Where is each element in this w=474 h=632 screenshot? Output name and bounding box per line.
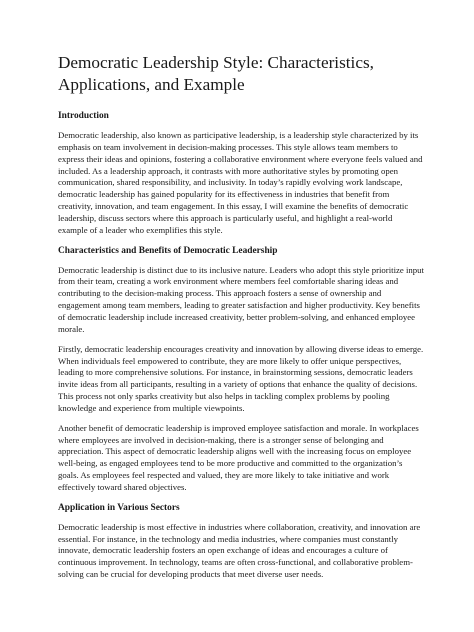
section-heading: Introduction (58, 111, 109, 121)
paragraph: Democratic leadership is most effective in industries where collaboration, creativity, and innovation are essential. For instance, in the technology and media industries, where companies must constantly innovate, democratic leadership fosters an open exchange of ideas and encourages a culture of continuous improvement. In technology, teams are often cross-functional, and collaborative problem-solving can be crucial for developing products that meet diverse user needs. (58, 521, 421, 580)
section-heading: Characteristics and Benefits of Democratic Leadership (58, 245, 278, 256)
paragraph: Another benefit of democratic leadership is improved employee satisfaction and morale. In workplaces where employees are involved in decision-making, there is a stronger sense of belonging and appreciation. This aspect of democratic leadership aligns well with the increasing focus on employee well-being, as engaged employees tend to be more productive and committed to the organization’s goals. As employees feel respected and valued, they are more likely to take initiative and work effectively toward shared objectives. (58, 422, 419, 492)
paragraph: Democratic leadership, also known as participative leadership, is a leadership style characterized by its emphasis on team involvement in decision-making processes. This style allows team members to express their ideas and opinions, fostering a collaborative environment where everyone feels valued and included. As a leadership approach, it contrasts with more authoritative styles by promoting open communication, shared responsibility, and inclusivity. In today’s rapidly evolving work landscape, democratic leadership has gained popularity for its effectiveness in industries that benefit from creativity, innovation, and team engagement. In this essay, I will examine the benefits of democratic leadership, discuss sectors where this approach is particularly useful, and highlight a real-world example of a leader who exemplifies this style. (58, 130, 423, 235)
section-heading: Application in Various Sectors (58, 502, 180, 513)
paragraph: Firstly, democratic leadership encourages creativity and innovation by allowing diverse ideas to emerge. When individuals feel empowered to contribute, they are more likely to offer unique perspectives, leading to more comprehensive solutions. For instance, in brainstorming sessions, democratic leaders invite ideas from all participants, resulting in a variety of options that enhance the quality of decisions. This process not only sparks creativity but also helps in tackling complex problems by pooling knowledge and experience from multiple viewpoints. (58, 343, 424, 413)
paragraph: Democratic leadership is distinct due to its inclusive nature. Leaders who adopt this style prioritize input from their team, creating a work environment where members feel comfortable sharing ideas and contributing to the decision-making process. This approach fosters a sense of ownership and engagement among team members, leading to greater satisfaction and higher productivity. Key benefits of democratic leadership include increased creativity, better problem-solving, and enhanced employee morale. (58, 264, 424, 334)
section-characteristics (58, 245, 424, 494)
section-applications (58, 502, 424, 581)
document-title: Democratic Leadership Style: Characteristics, Applications, and Example (58, 53, 374, 94)
section-introduction (58, 110, 424, 237)
